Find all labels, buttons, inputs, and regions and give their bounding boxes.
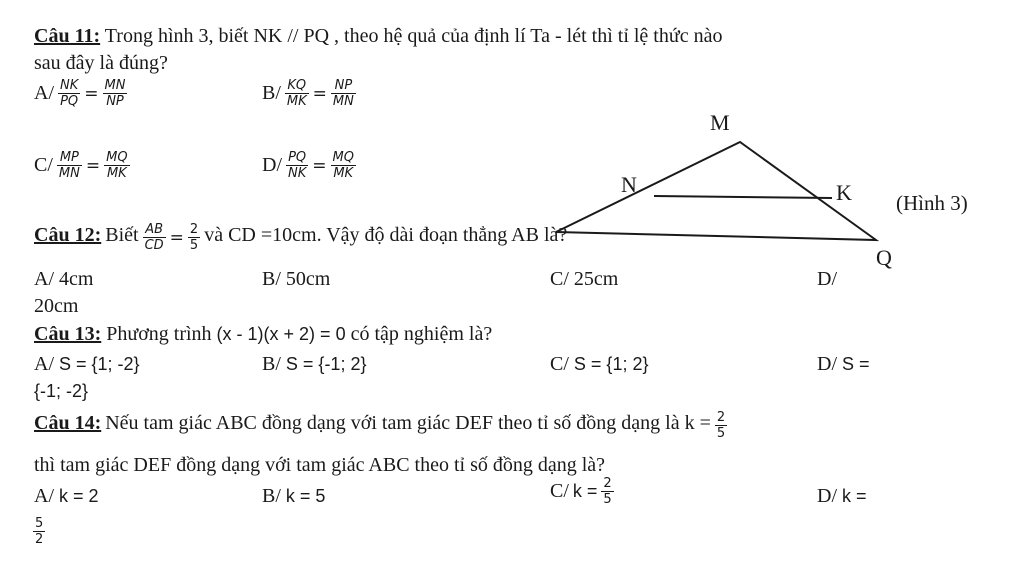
segment-nk	[654, 196, 832, 198]
question-13-line-1	[34, 322, 492, 346]
numerator: MN	[104, 78, 126, 93]
question-13-option-c	[550, 352, 648, 376]
option-prefix: B/	[262, 485, 281, 507]
point-label-m: M	[710, 110, 730, 135]
option-prefix: B/	[262, 82, 281, 104]
denominator: CD	[144, 238, 164, 253]
question-13-option-d	[817, 352, 870, 376]
question-14-option-d-value	[33, 516, 45, 547]
question-11-line-2: sau đây là đúng?	[34, 52, 168, 74]
point-label-n: N	[621, 172, 637, 197]
option-value: S = {1; -2}	[59, 354, 140, 374]
numerator: MQ	[332, 150, 354, 165]
option-value: S = {1; 2}	[573, 354, 649, 374]
option-prefix: C/	[34, 154, 53, 176]
numerator: PQ	[286, 150, 308, 166]
question-14-line-1	[34, 410, 727, 441]
question-12-line-1	[34, 222, 567, 253]
question-14-text: Nếu tam giác ABC đồng dạng với tam giác DEF theo tỉ số đồng dạng là k =	[105, 412, 711, 435]
question-13-equation: (x - 1)(x + 2) = 0	[216, 324, 346, 344]
question-14-option-c	[550, 476, 614, 507]
denominator: MK	[333, 166, 354, 181]
question-12-option-c: C/ 25cm	[550, 268, 619, 290]
equals-sign: =	[169, 227, 184, 248]
numerator: 2	[716, 410, 726, 425]
option-value: S =	[842, 354, 870, 374]
question-11-label: Câu 11:	[34, 25, 101, 47]
question-13-option-b	[262, 352, 366, 376]
question-12-option-d-value: 20cm	[34, 295, 79, 317]
numerator: 2	[603, 476, 612, 491]
denominator: 5	[603, 492, 612, 507]
question-14-option-a	[34, 484, 99, 508]
question-14-option-b	[262, 484, 325, 508]
question-12-option-d: D/	[817, 268, 837, 290]
equals-sign: =	[312, 155, 327, 176]
point-label-k: K	[836, 180, 852, 205]
denominator: MK	[286, 94, 307, 109]
question-13-option-d-value: {-1; -2}	[34, 381, 89, 401]
option-prefix: C/	[550, 353, 569, 375]
numerator: MQ	[106, 150, 128, 165]
equals-sign: =	[85, 155, 101, 176]
equals-sign: =	[312, 83, 327, 104]
option-prefix: D/	[817, 353, 837, 375]
denominator: 5	[189, 238, 199, 253]
denominator: PQ	[60, 94, 79, 109]
numerator: KQ	[285, 78, 309, 94]
fraction-k	[715, 410, 727, 441]
option-value: k =	[842, 486, 867, 506]
denominator: NP	[106, 94, 124, 109]
point-label-q: Q	[876, 245, 892, 270]
denominator: MN	[58, 166, 80, 181]
option-value: k = 2	[59, 486, 99, 506]
option-prefix: A/	[34, 82, 54, 104]
numerator: NP	[331, 78, 356, 94]
fraction	[601, 476, 613, 507]
numerator: 2	[189, 222, 199, 237]
question-11-text: Trong hình 3, biết NK // PQ , theo hệ quả của định lí Ta - lét thì tỉ lệ thức nào	[104, 25, 723, 47]
option-value: k =	[572, 481, 598, 501]
equals-sign: =	[84, 83, 99, 104]
option-prefix: B/	[262, 353, 281, 375]
denominator: 2	[35, 532, 44, 547]
numerator: NK	[60, 78, 79, 93]
denominator: 5	[716, 426, 726, 441]
fraction	[33, 516, 45, 547]
numerator: MP	[57, 150, 82, 166]
question-13-option-a	[34, 352, 140, 376]
fraction-ab-cd	[143, 222, 166, 253]
fraction-value	[188, 222, 200, 253]
triangle-mpq	[556, 142, 876, 240]
numerator: AB	[143, 222, 166, 238]
figure-caption: (Hình 3)	[896, 191, 968, 215]
option-prefix: D/	[817, 485, 837, 507]
option-value: S = {-1; 2}	[285, 354, 367, 374]
question-13-text-b: có tập nghiệm là?	[350, 323, 493, 345]
option-prefix: A/	[34, 353, 54, 375]
option-prefix: A/	[34, 485, 54, 507]
question-14-label: Câu 14:	[34, 412, 102, 435]
question-14-line-2: thì tam giác DEF đồng dạng với tam giác ABC theo tỉ số đồng dạng là?	[34, 454, 606, 476]
option-value: k = 5	[285, 486, 326, 506]
denominator: MK	[106, 166, 127, 181]
question-12-option-a: A/ 4cm	[34, 268, 94, 290]
numerator: 5	[35, 516, 44, 531]
question-12-option-b: B/ 50cm	[262, 268, 331, 290]
question-13-label: Câu 13:	[34, 323, 102, 345]
question-12-text-b: và CD =10cm. Vậy độ dài đoạn thẳng AB là?	[204, 224, 568, 247]
option-prefix: D/	[262, 154, 282, 176]
question-12-label: Câu 12:	[34, 224, 102, 247]
denominator: MN	[332, 94, 354, 109]
denominator: NK	[288, 166, 307, 181]
question-12-text-a: Biết	[105, 224, 139, 247]
option-prefix: C/	[550, 480, 569, 502]
question-14-option-d	[817, 484, 867, 508]
question-13-text-a: Phương trình	[106, 323, 212, 345]
